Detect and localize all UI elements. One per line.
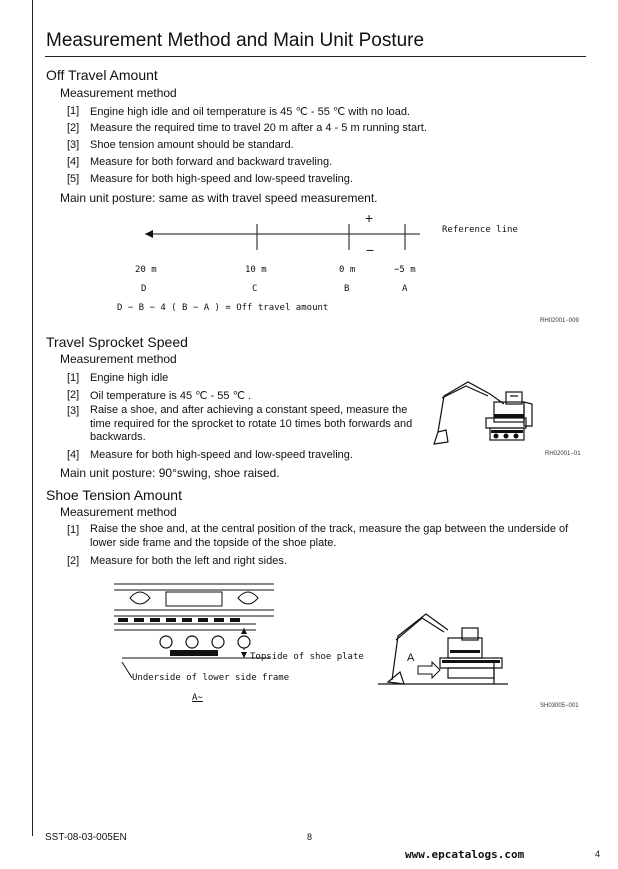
sprocket-step-num: [3]	[67, 405, 80, 417]
sprocket-step-num: [1]	[67, 372, 80, 384]
distance-label: 20 m	[135, 265, 157, 275]
point-label: B	[344, 284, 350, 294]
sprocket-step-text: Raise a shoe, and after achieving a constant speed, measure the time required for the sprocket to rotate 10 times both forwards and backwards.	[90, 404, 413, 443]
sheet-number: 4	[595, 849, 601, 859]
distance-label: −5 m	[394, 265, 416, 275]
off-travel-posture: Main unit posture: same as with travel speed measurement.	[60, 191, 378, 205]
shoe-tension-step-text: Measure for both the left and right sides.	[90, 555, 287, 567]
off-travel-heading: Off Travel Amount	[46, 67, 158, 83]
title-rule	[45, 56, 586, 57]
shoe-tension-heading: Shoe Tension Amount	[46, 487, 182, 503]
reference-line-label: Reference line	[442, 225, 518, 235]
off-travel-step-num: [2]	[67, 122, 80, 134]
sprocket-step-text: Engine high idle	[90, 372, 169, 384]
sprocket-posture: Main unit posture: 90°swing, shoe raised.	[60, 466, 280, 480]
shoe-tension-step-num: [1]	[67, 524, 80, 536]
point-label: A	[402, 284, 408, 294]
off-travel-step-text: Measure the required time to travel 20 m after a 4 - 5 m running start.	[90, 122, 427, 134]
off-travel-step-text: Measure for both forward and backward traveling.	[90, 156, 333, 168]
underside-leader-line	[118, 660, 138, 680]
off-travel-step-num: [4]	[67, 156, 80, 168]
reference-line-diagram	[130, 210, 430, 250]
point-label: D	[141, 284, 147, 294]
sprocket-figure-code: RH02001−01	[545, 451, 581, 457]
shoe-tension-method-heading: Measurement method	[60, 505, 177, 519]
document-code: SST-08-03-005EN	[45, 832, 127, 843]
off-travel-step-text: Measure for both high-speed and low-speed traveling.	[90, 173, 353, 185]
shoe-tension-figure-code: SH03005−001	[540, 703, 579, 709]
off-travel-formula: D − B − 4 ( B − A ) = Off travel amount	[117, 303, 329, 313]
left-frame-line	[32, 0, 33, 836]
point-label: C	[252, 284, 258, 294]
topside-label: Topside of shoe plate	[250, 652, 364, 662]
sprocket-heading: Travel Sprocket Speed	[46, 334, 188, 350]
off-travel-step-num: [5]	[67, 173, 80, 185]
sprocket-step-num: [2]	[67, 389, 80, 401]
off-travel-step-num: [3]	[67, 139, 80, 151]
shoe-tension-step-num: [2]	[67, 555, 80, 567]
off-travel-figure-code: RH02001−009	[540, 318, 579, 324]
off-travel-step-num: [1]	[67, 105, 80, 117]
off-travel-step-text: Engine high idle and oil temperature is 45 ℃ - 55 ℃ with no load.	[90, 106, 411, 118]
website-watermark[interactable]: www.epcatalogs.com	[405, 848, 525, 861]
distance-label: 0 m	[339, 265, 356, 275]
distance-label: 10 m	[245, 265, 267, 275]
arrow-a-label: A	[407, 652, 415, 664]
view-a-label: A∼	[192, 693, 203, 703]
page-number: 8	[307, 832, 313, 842]
off-travel-step-text: Shoe tension amount should be standard.	[90, 139, 294, 151]
plus-sign: +	[365, 210, 374, 226]
sprocket-step-num: [4]	[67, 449, 80, 461]
minus-sign: −	[366, 242, 375, 258]
sprocket-method-heading: Measurement method	[60, 352, 177, 366]
sprocket-step-text: Oil temperature is 45 ℃ - 55 ℃ .	[90, 390, 252, 402]
page-title: Measurement Method and Main Unit Posture	[46, 30, 425, 51]
shoe-tension-step-text: Raise the shoe and, at the central position of the track, measure the gap between the underside of lower side frame and the topside of the shoe plate.	[90, 523, 569, 549]
underside-label: Underside of lower side frame	[132, 673, 290, 683]
off-travel-method-heading: Measurement method	[60, 86, 177, 100]
sprocket-step-text: Measure for both high-speed and low-speed traveling.	[90, 449, 353, 461]
excavator-arrow-a-illustration	[378, 600, 518, 690]
excavator-shoe-raised-illustration	[428, 374, 578, 446]
